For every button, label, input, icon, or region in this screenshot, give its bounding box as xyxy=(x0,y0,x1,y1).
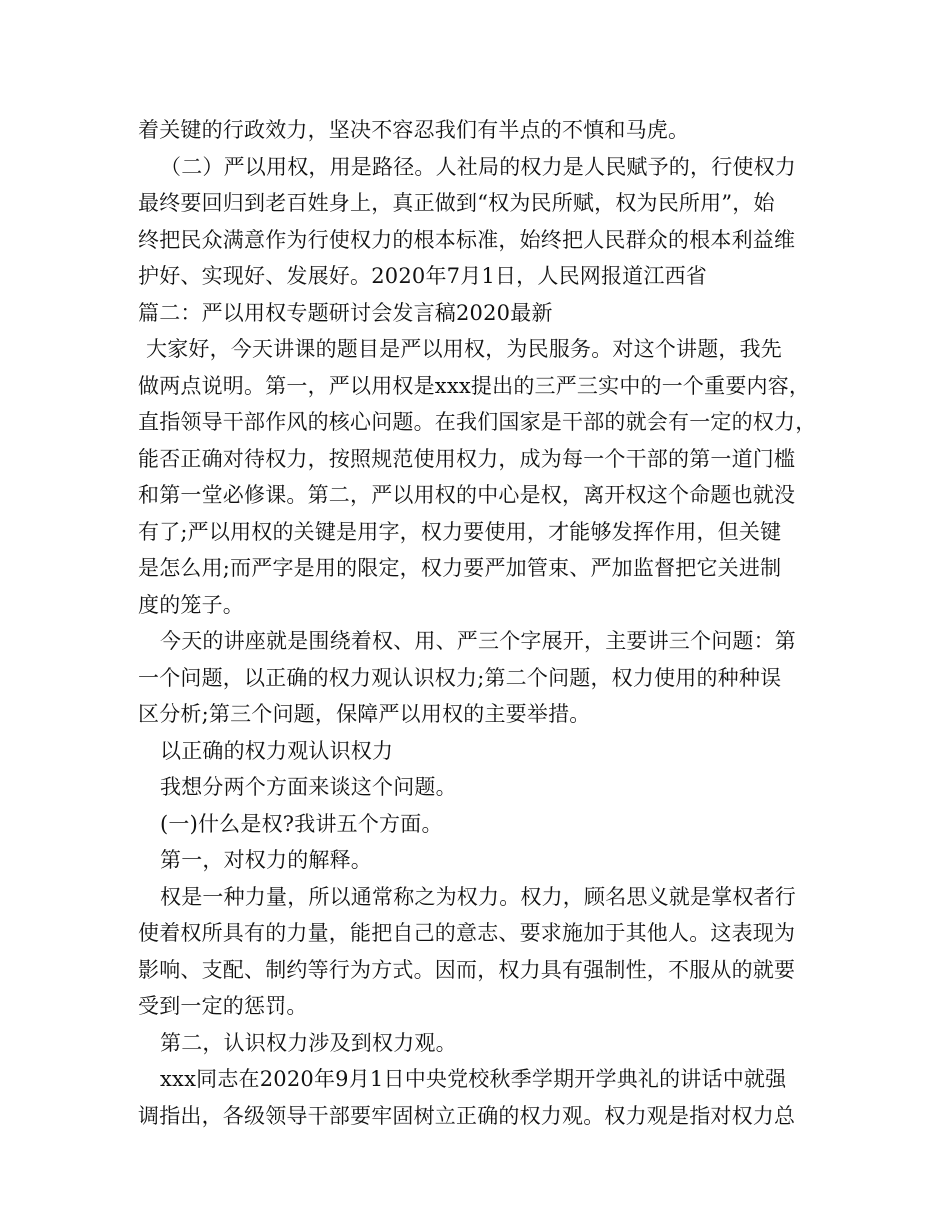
document-page xyxy=(138,112,828,1134)
text-line: 做两点说明。第一，严以用权是xxx提出的三严三实中的一个重要内容， xyxy=(138,373,811,398)
text-line: 调指出，各级领导干部要牢固树立正确的权力观。权力观是指对权力总 xyxy=(138,1103,796,1128)
text-line: 受到一定的惩罚。 xyxy=(138,994,308,1018)
text-line: 权是一种力量，所以通常称之为权力。权力，顾名思义就是掌权者行 xyxy=(160,884,796,909)
text-line: 以正确的权力观认识权力 xyxy=(160,738,394,763)
text-line: 使着权所具有的力量，能把自己的意志、要求施加于其他人。这表现为 xyxy=(138,921,796,945)
text-line: 和第一堂必修课。第二，严以用权的中心是权，离开权这个命题也就没 xyxy=(138,483,796,507)
text-line: 第二，认识权力涉及到权力观。 xyxy=(160,1030,457,1055)
text-line: 第一，对权力的解释。 xyxy=(160,848,372,872)
text-line: 大家好，今天讲课的题目是严以用权，为民服务。对这个讲题，我先 xyxy=(146,337,782,361)
text-line: （二）严以用权，用是路径。人社局的权力是人民赋予的，行使权力 xyxy=(160,154,796,179)
text-line: 区分析;第三个问题，保障严以用权的主要举措。 xyxy=(138,702,591,726)
text-line: 终把民众满意作为行使权力的根本标准，始终把人民群众的根本利益维 xyxy=(138,227,796,252)
text-line: 是怎么用;而严字是用的限定，权力要严加管束、严加监督把它关进制 xyxy=(138,556,782,580)
text-line: 直指领导干部作风的核心问题。在我们国家是干部的就会有一定的权力， xyxy=(138,410,817,434)
text-line: 着关键的行政效力，坚决不容忍我们有半点的不慎和马虎。 xyxy=(138,118,690,142)
text-line: 篇二：严以用权专题研讨会发言稿2020最新 xyxy=(138,300,553,325)
text-line: xxx同志在2020年9月1日中央党校秋季学期开学典礼的讲话中就强 xyxy=(160,1067,787,1091)
text-line: (一)什么是权?我讲五个方面。 xyxy=(160,811,443,836)
text-line: 度的笼子。 xyxy=(138,592,244,617)
text-line: 一个问题，以正确的权力观认识权力;第二个问题，权力使用的种种误 xyxy=(138,665,782,690)
text-line: 我想分两个方面来谈这个问题。 xyxy=(160,775,457,799)
text-line: 影响、支配、制约等行为方式。因而，权力具有强制性，不服从的就要 xyxy=(138,957,796,982)
text-line: 有了;严以用权的关键是用字，权力要使用，才能够发挥作用，但关键 xyxy=(138,519,782,544)
text-line: 能否正确对待权力，按照规范使用权力，成为每一个干部的第一道门槛 xyxy=(138,446,796,471)
text-line: 护好、实现好、发展好。2020年7月1日，人民网报道江西省 xyxy=(138,264,707,288)
text-line: 今天的讲座就是围绕着权、用、严三个字展开，主要讲三个问题：第 xyxy=(160,629,796,653)
text-line: 最终要回归到老百姓身上，真正做到“权为民所赋，权为民所用”，始 xyxy=(138,191,775,215)
